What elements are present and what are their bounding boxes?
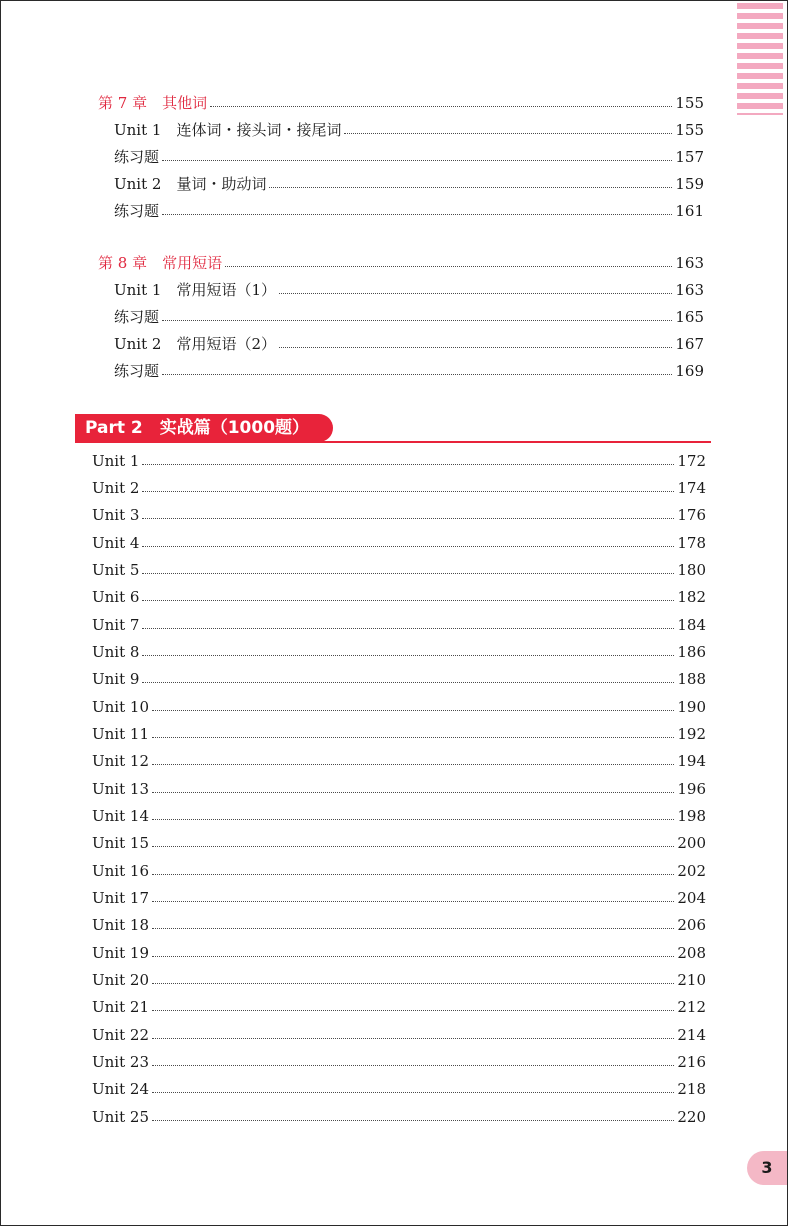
- leader-dots: [142, 464, 674, 465]
- unit-entry[interactable]: [92, 831, 706, 855]
- leader-dots: [162, 214, 672, 215]
- toc-page-number: 157: [675, 148, 704, 166]
- leader-dots: [152, 983, 674, 984]
- toc-page-number: 210: [677, 971, 706, 989]
- toc-label: Unit 8: [92, 643, 140, 661]
- toc-page-number: 182: [677, 588, 706, 606]
- toc-page-number: 159: [675, 175, 704, 193]
- unit-entry[interactable]: [92, 968, 706, 992]
- leader-dots: [152, 737, 674, 738]
- leader-dots: [152, 1065, 674, 1066]
- leader-dots: [344, 133, 672, 134]
- leader-dots: [279, 293, 672, 294]
- toc-label: 练习题: [114, 148, 160, 166]
- toc-page-number: 174: [677, 479, 706, 497]
- toc-page-number: 163: [675, 254, 704, 272]
- unit-entry[interactable]: [92, 995, 706, 1019]
- leader-dots: [152, 1092, 674, 1093]
- leader-dots: [142, 600, 674, 601]
- unit-entry[interactable]: [92, 749, 706, 773]
- unit-entry[interactable]: [92, 613, 706, 637]
- unit-entry[interactable]: [92, 777, 706, 801]
- leader-dots: [142, 518, 674, 519]
- toc-page-number: 186: [677, 643, 706, 661]
- toc-label: Unit 7: [92, 616, 140, 634]
- unit-entry[interactable]: [92, 1077, 706, 1101]
- toc-page-number: 163: [675, 281, 704, 299]
- toc-label: Unit 11: [92, 725, 149, 743]
- leader-dots: [152, 710, 674, 711]
- part-2-banner[interactable]: Part 2 实战篇（1000题）: [75, 414, 333, 442]
- toc-label: Unit 14: [92, 807, 149, 825]
- leader-dots: [142, 573, 674, 574]
- toc-entry[interactable]: [114, 118, 704, 142]
- toc-label: 练习题: [114, 202, 160, 220]
- toc-page-number: 208: [677, 944, 706, 962]
- unit-entry[interactable]: [92, 503, 706, 527]
- toc-label: Unit 10: [92, 698, 149, 716]
- toc-page-number: 169: [675, 362, 704, 380]
- toc-page-number: 220: [677, 1108, 706, 1126]
- leader-dots: [142, 682, 674, 683]
- toc-label: Unit 2 量词・助动词: [114, 175, 267, 193]
- toc-page-number: 196: [677, 780, 706, 798]
- toc-label: Unit 1: [92, 452, 140, 470]
- leader-dots: [210, 106, 672, 107]
- leader-dots: [162, 320, 672, 321]
- leader-dots: [142, 491, 674, 492]
- toc-page-number: 204: [677, 889, 706, 907]
- leader-dots: [152, 956, 674, 957]
- toc-page-number: 176: [677, 506, 706, 524]
- toc-page-number: 155: [675, 121, 704, 139]
- unit-entry[interactable]: [92, 585, 706, 609]
- toc-label: 第 8 章 常用短语: [98, 254, 223, 272]
- chapter-7-heading[interactable]: [98, 91, 704, 115]
- unit-entry[interactable]: [92, 449, 706, 473]
- toc-label: Unit 19: [92, 944, 149, 962]
- unit-entry[interactable]: [92, 941, 706, 965]
- part-divider-line: [75, 441, 711, 443]
- decorative-stripes: [737, 3, 783, 115]
- toc-entry[interactable]: [114, 145, 704, 169]
- toc-page-number: 161: [675, 202, 704, 220]
- toc-entry[interactable]: [114, 305, 704, 329]
- toc-label: Unit 6: [92, 588, 140, 606]
- leader-dots: [162, 374, 672, 375]
- unit-entry[interactable]: [92, 640, 706, 664]
- toc-page-number: 180: [677, 561, 706, 579]
- toc-page-number: 165: [675, 308, 704, 326]
- toc-label: Unit 2 常用短语（2）: [114, 335, 276, 353]
- toc-label: 练习题: [114, 308, 160, 326]
- toc-page-number: 200: [677, 834, 706, 852]
- toc-label: Unit 23: [92, 1053, 149, 1071]
- toc-label: Unit 9: [92, 670, 140, 688]
- toc-label: Unit 1 连体词・接头词・接尾词: [114, 121, 342, 139]
- toc-entry[interactable]: [114, 278, 704, 302]
- toc-page-number: 172: [677, 452, 706, 470]
- toc-page-number: 167: [675, 335, 704, 353]
- leader-dots: [152, 928, 674, 929]
- leader-dots: [152, 792, 674, 793]
- toc-label: Unit 22: [92, 1026, 149, 1044]
- toc-label: Unit 5: [92, 561, 140, 579]
- toc-label: Unit 24: [92, 1080, 149, 1098]
- toc-page-number: 198: [677, 807, 706, 825]
- toc-label: Unit 17: [92, 889, 149, 907]
- toc-page-number: 202: [677, 862, 706, 880]
- leader-dots: [152, 819, 674, 820]
- toc-page-number: 194: [677, 752, 706, 770]
- leader-dots: [152, 846, 674, 847]
- unit-entry[interactable]: [92, 722, 706, 746]
- toc-page-number: 155: [675, 94, 704, 112]
- toc-page-number: 214: [677, 1026, 706, 1044]
- leader-dots: [152, 764, 674, 765]
- leader-dots: [152, 874, 674, 875]
- toc-page-number: 206: [677, 916, 706, 934]
- leader-dots: [269, 187, 672, 188]
- toc-page-number: 216: [677, 1053, 706, 1071]
- unit-entry[interactable]: [92, 695, 706, 719]
- unit-entry[interactable]: [92, 667, 706, 691]
- leader-dots: [162, 160, 672, 161]
- toc-label: Unit 1 常用短语（1）: [114, 281, 276, 299]
- unit-entry[interactable]: [92, 886, 706, 910]
- toc-label: Unit 20: [92, 971, 149, 989]
- toc-page-number: 190: [677, 698, 706, 716]
- toc-label: Unit 3: [92, 506, 140, 524]
- unit-entry[interactable]: [92, 1105, 706, 1129]
- chapter-8-heading[interactable]: [98, 251, 704, 275]
- leader-dots: [142, 628, 674, 629]
- toc-entry[interactable]: [114, 332, 704, 356]
- toc-page-number: 192: [677, 725, 706, 743]
- toc-page-number: 212: [677, 998, 706, 1016]
- toc-label: 练习题: [114, 362, 160, 380]
- leader-dots: [152, 1010, 674, 1011]
- unit-entry[interactable]: [92, 1050, 706, 1074]
- unit-entry[interactable]: [92, 859, 706, 883]
- toc-label: Unit 21: [92, 998, 149, 1016]
- toc-entry[interactable]: [114, 172, 704, 196]
- toc-entry[interactable]: [114, 359, 704, 383]
- toc-label: Unit 13: [92, 780, 149, 798]
- unit-entry[interactable]: [92, 804, 706, 828]
- unit-entry[interactable]: [92, 913, 706, 937]
- leader-dots: [225, 266, 672, 267]
- page-number-tab: 3: [747, 1151, 787, 1185]
- leader-dots: [142, 655, 674, 656]
- toc-label: Unit 16: [92, 862, 149, 880]
- toc-entry[interactable]: [114, 199, 704, 223]
- leader-dots: [152, 901, 674, 902]
- unit-entry[interactable]: [92, 531, 706, 555]
- toc-page-number: 188: [677, 670, 706, 688]
- leader-dots: [152, 1120, 674, 1121]
- toc-label: Unit 18: [92, 916, 149, 934]
- toc-page-number: 178: [677, 534, 706, 552]
- unit-entry[interactable]: [92, 476, 706, 500]
- toc-label: Unit 2: [92, 479, 140, 497]
- toc-label: Unit 12: [92, 752, 149, 770]
- unit-entry[interactable]: [92, 1023, 706, 1047]
- leader-dots: [279, 347, 672, 348]
- leader-dots: [152, 1038, 674, 1039]
- toc-label: Unit 4: [92, 534, 140, 552]
- toc-label: Unit 25: [92, 1108, 149, 1126]
- toc-page-number: 218: [677, 1080, 706, 1098]
- toc-label: Unit 15: [92, 834, 149, 852]
- toc-label: 第 7 章 其他词: [98, 94, 208, 112]
- unit-entry[interactable]: [92, 558, 706, 582]
- toc-page-number: 184: [677, 616, 706, 634]
- leader-dots: [142, 546, 674, 547]
